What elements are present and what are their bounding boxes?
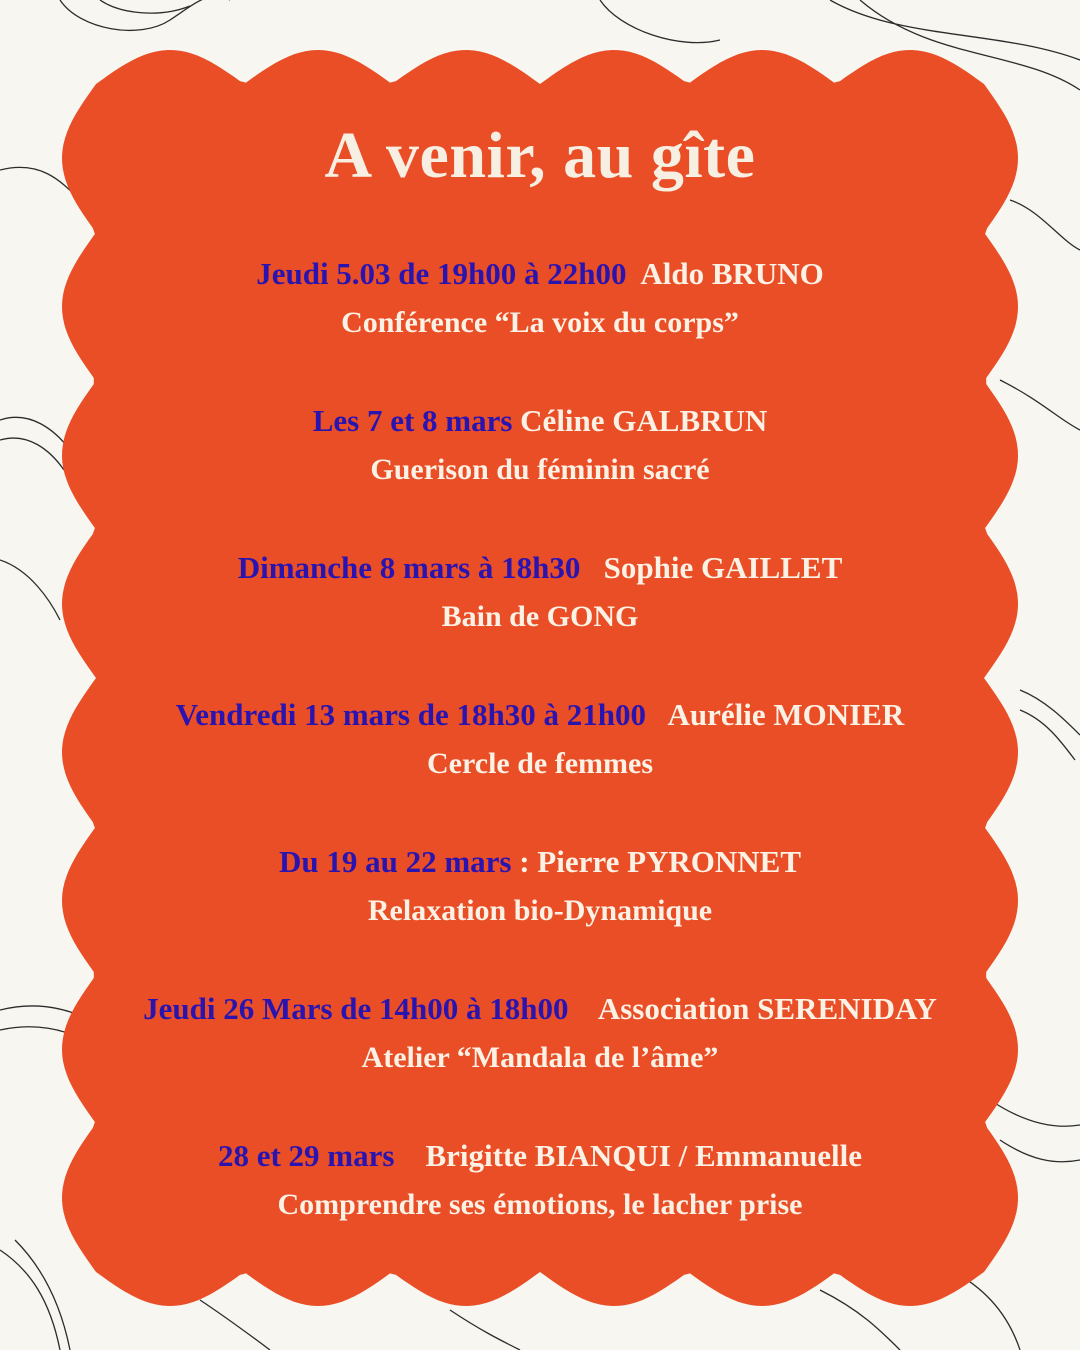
event-date: 28 et 29 mars <box>217 1138 395 1173</box>
event-separator: : <box>511 844 538 879</box>
event-title: Comprendre ses émotions, le lacher prise <box>277 1188 803 1221</box>
event-title: Atelier “Mandala de l’âme” <box>361 1041 719 1074</box>
event-item <box>0 842 1080 931</box>
event-title: Cercle de femmes <box>427 747 653 780</box>
event-date: Vendredi 13 mars de 18h30 à 21h00 <box>175 697 646 732</box>
event-title: Conférence “La voix du corps” <box>341 306 739 339</box>
page-title: A venir, au gîte <box>324 119 756 192</box>
event-separator <box>569 991 598 1026</box>
event-host: Aldo BRUNO <box>640 256 824 291</box>
event-item <box>0 695 1080 784</box>
event-item <box>0 254 1080 343</box>
event-separator <box>646 697 668 732</box>
event-item <box>0 989 1080 1078</box>
event-title: Bain de GONG <box>441 600 639 633</box>
event-separator <box>580 550 603 585</box>
event-date: Dimanche 8 mars à 18h30 <box>237 550 581 585</box>
event-date: Jeudi 5.03 de 19h00 à 22h00 <box>256 256 627 291</box>
event-date: Jeudi 26 Mars de 14h00 à 18h00 <box>143 991 569 1026</box>
event-title: Guerison du féminin sacré <box>370 453 710 486</box>
event-date: Les 7 et 8 mars <box>312 403 513 438</box>
event-title: Relaxation bio-Dynamique <box>367 894 713 927</box>
event-host: Pierre PYRONNET <box>537 844 802 879</box>
event-host: Sophie GAILLET <box>603 550 843 585</box>
event-item <box>0 401 1080 490</box>
event-host: Association SERENIDAY <box>597 991 937 1026</box>
event-separator <box>394 1138 425 1173</box>
event-host: Aurélie MONIER <box>667 697 905 732</box>
event-separator <box>627 256 641 291</box>
event-item <box>0 1136 1080 1225</box>
event-separator <box>512 403 520 438</box>
event-date: Du 19 au 22 mars <box>278 844 512 879</box>
event-item <box>0 548 1080 637</box>
event-host: Brigitte BIANQUI / Emmanuelle <box>425 1138 863 1173</box>
event-host: Céline GALBRUN <box>520 403 768 438</box>
